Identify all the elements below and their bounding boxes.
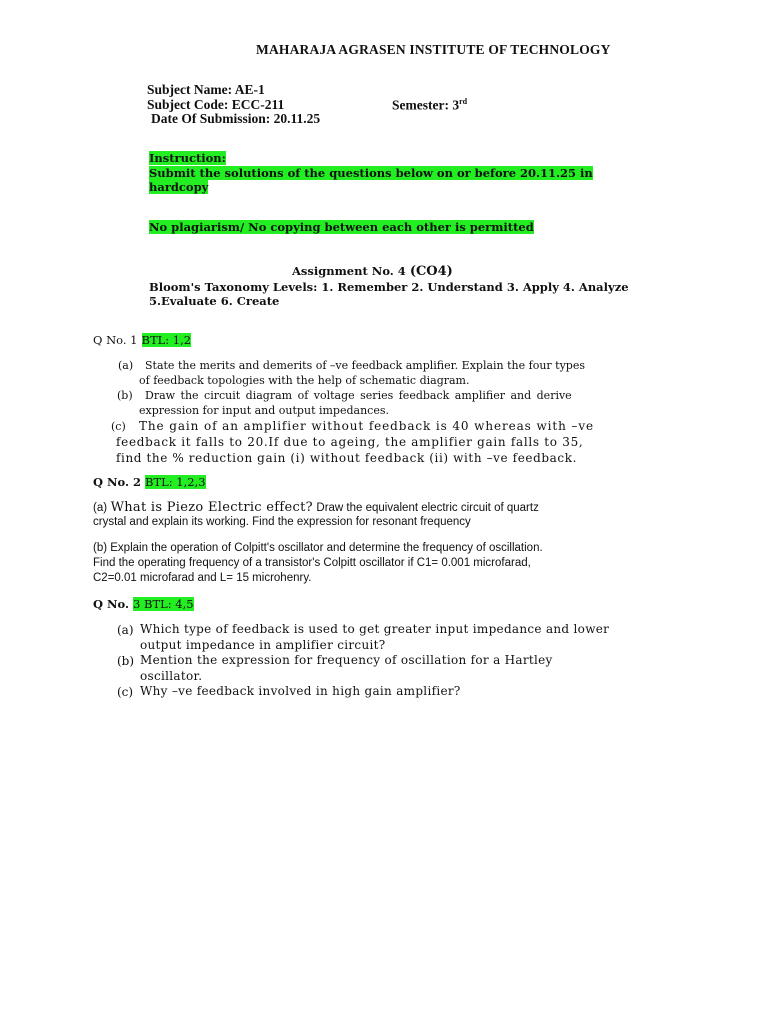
q3-btl: 3 BTL: 4,5 [133, 597, 194, 611]
q2-a-line2: crystal and explain its working. Find the expression for resonant frequency [93, 516, 471, 528]
q3-heading [93, 597, 194, 611]
q3-b-line1: Mention the expression for frequency of oscillation for a Hartley [140, 653, 553, 667]
blooms-line1: Bloom's Taxonomy Levels: 1. Remember 2. Understand 3. Apply 4. Analyze [149, 280, 629, 294]
semester-label: Semester: 3 [392, 97, 460, 113]
q1-btl: BTL: 1,2 [141, 333, 192, 347]
plagiarism-notice [149, 220, 534, 234]
q1-a-marker: (a) [118, 359, 134, 372]
instruction-title-text: Instruction: [149, 151, 226, 165]
blooms-line2: 5.Evaluate 6. Create [149, 294, 280, 308]
instruction-line2 [149, 180, 208, 194]
q1-b-line1: Draw the circuit diagram of voltage series feedback amplifier and derive [145, 389, 572, 402]
semester [392, 97, 467, 114]
q3-a-line2: output impedance in amplifier circuit? [140, 638, 386, 652]
q2-a-rest: Draw the equivalent electric circuit of quartz [316, 502, 539, 514]
q3-b-marker: (b) [117, 654, 135, 668]
q1-c-marker: (c) [111, 420, 126, 433]
q2-a-lead: What is Piezo Electric effect? [110, 500, 313, 515]
instruction-title [149, 151, 226, 165]
assignment-co: (CO4) [409, 264, 453, 279]
q3-label: Q No. [93, 597, 130, 611]
instruction-line2-text: hardcopy [149, 180, 209, 194]
q1-label: Q No. 1 [93, 333, 138, 347]
q1-c-line3: find the % reduction gain (i) without feedback (ii) with –ve feedback. [116, 451, 578, 465]
subject-name: Subject Name: AE-1 [147, 82, 265, 97]
q3-c-marker: (c) [117, 685, 134, 699]
semester-sup: rd [459, 97, 468, 106]
q1-a-line2: of feedback topologies with the help of schematic diagram. [139, 374, 470, 387]
q3-a-marker: (a) [117, 623, 134, 637]
institute-title: MAHARAJA AGRASEN INSTITUTE OF TECHNOLOGY [256, 42, 611, 57]
instruction-line1-text: Submit the solutions of the questions below on or before 20.11.25 in [149, 166, 593, 180]
q1-heading [93, 333, 191, 347]
q2-b-line2: Find the operating frequency of a transistor's Colpitt oscillator if C1= 0.001 microfarad, [93, 557, 531, 569]
plagiarism-notice-text: No plagiarism/ No copying between each other is permitted [149, 220, 534, 234]
q3-c-line1: Why –ve feedback involved in high gain amplifier? [140, 684, 461, 698]
assignment-number: Assignment No. 4 [292, 264, 406, 278]
q3-b-line2: oscillator. [140, 669, 203, 683]
q2-b-line3: C2=0.01 microfarad and L= 15 microhenry. [93, 572, 312, 584]
q2-label: Q No. 2 [93, 475, 142, 489]
subject-code: Subject Code: ECC-211 [147, 97, 285, 112]
submission-date: Date Of Submission: 20.11.25 [151, 111, 321, 126]
instruction-line1 [149, 166, 593, 180]
q2-heading [93, 475, 206, 489]
assignment-title [292, 264, 453, 279]
q1-c-line2: feedback it falls to 20.If due to ageing, the amplifier gain falls to 35, [116, 435, 584, 449]
q1-a-line1: State the merits and demerits of –ve feedback amplifier. Explain the four types [145, 359, 585, 372]
q1-b-marker: (b) [117, 389, 133, 402]
q2-a-line1 [93, 500, 539, 515]
q3-a-line1: Which type of feedback is used to get greater input impedance and lower [140, 622, 610, 636]
q1-b-line2: expression for input and output impedances. [139, 404, 389, 417]
q2-a-marker: (a) [93, 502, 108, 514]
q2-btl: BTL: 1,2,3 [145, 475, 206, 489]
q2-b-line1: (b) Explain the operation of Colpitt's oscillator and determine the frequency of oscillation. [93, 542, 543, 554]
q1-c-line1: The gain of an amplifier without feedback is 40 whereas with –ve [139, 419, 594, 433]
